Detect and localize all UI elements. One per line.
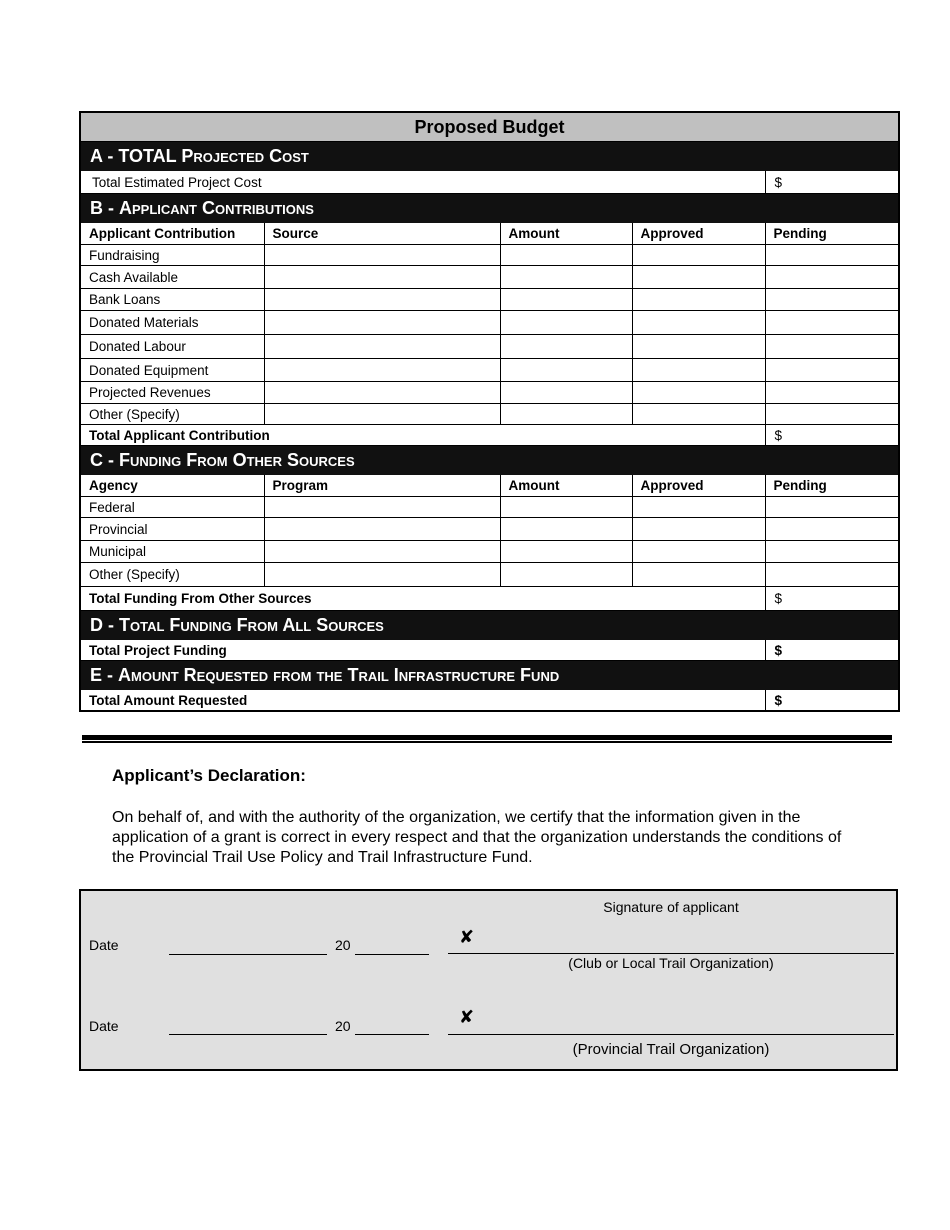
year-field[interactable] [355, 954, 429, 955]
total-applicant-contribution-field[interactable]: $ [765, 425, 899, 446]
table-row [80, 359, 899, 382]
amount-cell[interactable] [500, 404, 632, 425]
table-row [80, 335, 899, 359]
total-other-sources-field[interactable]: $ [765, 587, 899, 611]
source-cell[interactable] [264, 266, 500, 289]
section-b-column-headers [80, 223, 899, 245]
approved-cell[interactable] [632, 404, 765, 425]
pending-cell[interactable] [765, 335, 899, 359]
amount-cell[interactable] [500, 335, 632, 359]
pending-cell[interactable] [765, 404, 899, 425]
approved-cell[interactable] [632, 359, 765, 382]
approved-cell[interactable] [632, 289, 765, 311]
section-d-header: D - Total Funding From All Sources [80, 611, 899, 640]
year-field[interactable] [355, 1034, 429, 1035]
caption-provincial-organization: (Provincial Trail Organization) [572, 1041, 770, 1058]
program-cell[interactable] [264, 497, 500, 518]
table-row [80, 311, 899, 335]
table-row [80, 245, 899, 266]
source-cell[interactable] [264, 404, 500, 425]
approved-cell[interactable] [632, 497, 765, 518]
row-label: Bank Loans [80, 289, 264, 311]
pending-cell[interactable] [765, 245, 899, 266]
source-cell[interactable] [264, 311, 500, 335]
table-row [80, 289, 899, 311]
table-row [80, 518, 899, 541]
x-mark-icon: ✘ [459, 927, 475, 947]
table-row [80, 497, 899, 518]
col-header-pending: Pending [765, 223, 899, 245]
col-header-approved: Approved [632, 223, 765, 245]
pending-cell[interactable] [765, 311, 899, 335]
approved-cell[interactable] [632, 245, 765, 266]
signature-box [79, 889, 898, 1071]
row-label: Donated Materials [80, 311, 264, 335]
table-row [80, 382, 899, 404]
approved-cell[interactable] [632, 266, 765, 289]
total-amount-requested-label: Total Amount Requested [80, 690, 765, 712]
approved-cell[interactable] [632, 311, 765, 335]
pending-cell[interactable] [765, 266, 899, 289]
row-label: Municipal [80, 541, 264, 563]
source-cell[interactable] [264, 289, 500, 311]
caption-club-organization: (Club or Local Trail Organization) [568, 955, 774, 971]
row-label: Fundraising [80, 245, 264, 266]
pending-cell[interactable] [765, 497, 899, 518]
declaration-text: On behalf of, and with the authority of the organization, we certify that the information given in the application of a grant is correct in every respect and that the organization understands the conditions of the Provincial Trail Use Policy and Trail Infrastructure Fund. [112, 809, 842, 866]
total-estimated-cost-label: Total Estimated Project Cost [80, 171, 765, 194]
row-label: Donated Equipment [80, 359, 264, 382]
table-row [80, 404, 899, 425]
amount-cell[interactable] [500, 518, 632, 541]
date-field[interactable] [169, 1034, 327, 1035]
approved-cell[interactable] [632, 518, 765, 541]
x-mark-icon: ✘ [459, 1007, 475, 1027]
row-label: Other (Specify) [80, 563, 264, 587]
amount-cell[interactable] [500, 541, 632, 563]
section-b-title: Applicant Contributions [119, 197, 314, 218]
amount-cell[interactable] [500, 497, 632, 518]
table-row [80, 266, 899, 289]
date-field[interactable] [169, 954, 327, 955]
total-project-funding-field[interactable]: $ [765, 640, 899, 661]
amount-cell[interactable] [500, 289, 632, 311]
col-header-program: Program [264, 475, 500, 497]
total-other-sources-label: Total Funding From Other Sources [80, 587, 765, 611]
table-row [80, 541, 899, 563]
approved-cell[interactable] [632, 541, 765, 563]
declaration-title: Applicant’s Declaration: [112, 766, 306, 785]
table-row [80, 563, 899, 587]
signature-line-provincial[interactable] [448, 1034, 894, 1035]
amount-cell[interactable] [500, 245, 632, 266]
program-cell[interactable] [264, 541, 500, 563]
row-label: Projected Revenues [80, 382, 264, 404]
row-label: Other (Specify) [80, 404, 264, 425]
section-e-header: E - Amount Requested from the Trail Infrastructure Fund [80, 661, 899, 690]
total-amount-requested-field[interactable]: $ [765, 690, 899, 712]
total-applicant-contribution-label: Total Applicant Contribution [80, 425, 765, 446]
section-a-title: TOTAL Projected Cost [118, 145, 309, 166]
col-header-applicant-contribution: Applicant Contribution [80, 223, 264, 245]
section-c-header: C - Funding From Other Sources [80, 446, 899, 475]
pending-cell[interactable] [765, 518, 899, 541]
row-label: Cash Available [80, 266, 264, 289]
section-b-header: B - Applicant Contributions [80, 194, 899, 223]
date-label: Date [89, 1018, 119, 1034]
total-estimated-cost-field[interactable]: $ [765, 171, 899, 194]
proposed-budget-table [79, 111, 900, 712]
date-label: Date [89, 937, 119, 953]
pending-cell[interactable] [765, 563, 899, 587]
source-cell[interactable] [264, 382, 500, 404]
total-project-funding-label: Total Project Funding [80, 640, 765, 661]
amount-cell[interactable] [500, 359, 632, 382]
col-header-amount: Amount [500, 475, 632, 497]
col-header-amount: Amount [500, 223, 632, 245]
amount-cell[interactable] [500, 266, 632, 289]
program-cell[interactable] [264, 518, 500, 541]
program-cell[interactable] [264, 563, 500, 587]
budget-title: Proposed Budget [80, 112, 899, 142]
section-c-column-headers [80, 475, 899, 497]
source-cell[interactable] [264, 359, 500, 382]
amount-cell[interactable] [500, 311, 632, 335]
col-header-agency: Agency [80, 475, 264, 497]
double-rule-divider [82, 735, 892, 743]
row-label: Donated Labour [80, 335, 264, 359]
pending-cell[interactable] [765, 289, 899, 311]
approved-cell[interactable] [632, 382, 765, 404]
approved-cell[interactable] [632, 563, 765, 587]
approved-cell[interactable] [632, 335, 765, 359]
year-prefix: 20 [335, 937, 351, 953]
source-cell[interactable] [264, 245, 500, 266]
amount-cell[interactable] [500, 382, 632, 404]
section-d-title: Total Funding From All Sources [119, 614, 384, 635]
col-header-approved: Approved [632, 475, 765, 497]
pending-cell[interactable] [765, 382, 899, 404]
col-header-source: Source [264, 223, 500, 245]
col-header-pending: Pending [765, 475, 899, 497]
pending-cell[interactable] [765, 359, 899, 382]
signature-header: Signature of applicant [603, 899, 739, 915]
source-cell[interactable] [264, 335, 500, 359]
section-c-title: Funding From Other Sources [119, 449, 355, 470]
year-prefix: 20 [335, 1018, 351, 1034]
row-label: Provincial [80, 518, 264, 541]
pending-cell[interactable] [765, 541, 899, 563]
amount-cell[interactable] [500, 563, 632, 587]
row-label: Federal [80, 497, 264, 518]
section-a-header: A - TOTAL Projected Cost [80, 142, 899, 171]
signature-line-club[interactable] [448, 953, 894, 954]
section-e-title: Amount Requested from the Trail Infrastructure Fund [118, 664, 560, 685]
